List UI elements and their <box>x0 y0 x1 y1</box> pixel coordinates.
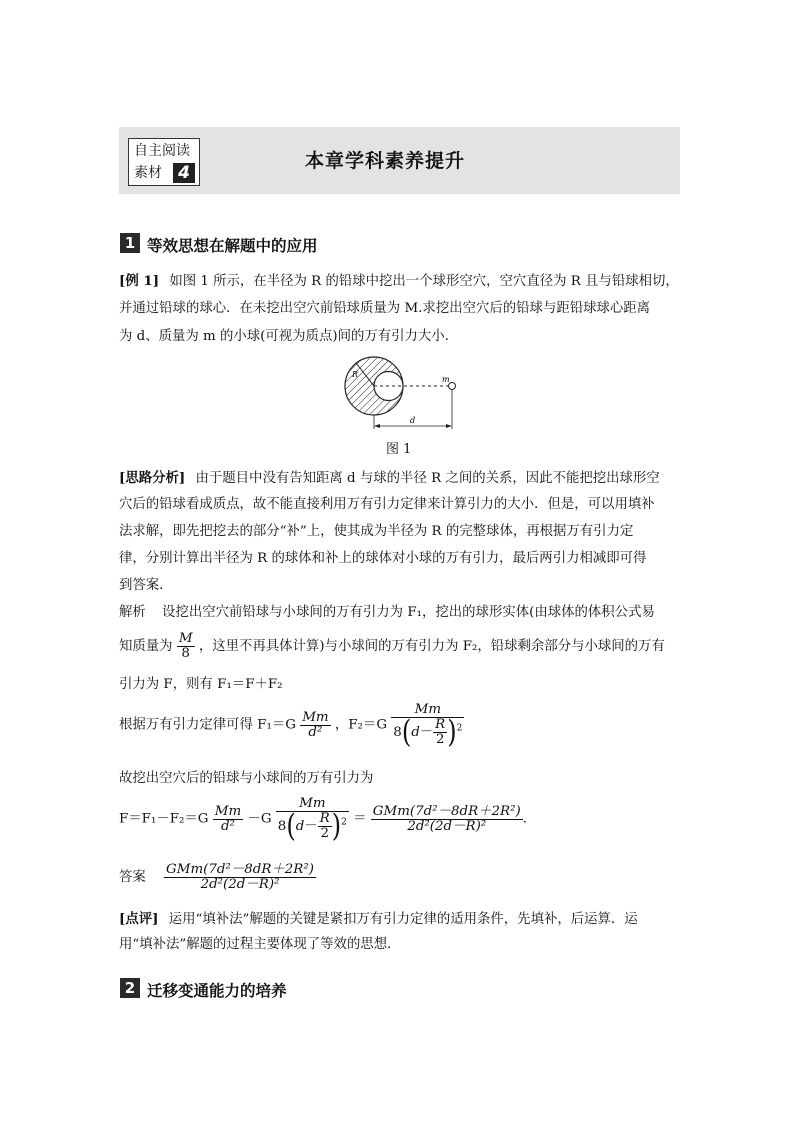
section2-title: 迁移变通能力的培养 <box>147 982 287 1000</box>
comment-tag: [点评] <box>119 911 159 927</box>
analysis-line3: 法求解，即先把挖去的部分“补”上，使其成为半径为 R 的完整球体，再根据万有引力定 <box>119 524 634 539</box>
formula-f1-f2 <box>119 702 464 751</box>
example-tag: [例 1] <box>119 273 160 289</box>
comment-line2: 用“填补法”解题的过程主要体现了等效的思想． <box>119 937 401 952</box>
example-line3: 为 d、质量为 m 的小球(可视为质点)间的万有引力大小． <box>119 329 459 344</box>
F-frac2: Mm 8(d－ $\frac{R}{2}$ )$^2$ <box>277 796 347 845</box>
section1-title: 等效思想在解题中的应用 <box>147 237 318 255</box>
figure-1-diagram <box>330 355 470 435</box>
formula-F: F＝F₁－F₂＝G $\frac{Mm}{\text{d²}}$ －G Mm 8(d－ $\frac{R}{2}$ )$^2$ ＝ $\frac{\text{GMm(7d²－8dR＋2R²)}}{\text{2d²(2d－R)²}}$ . <box>119 796 528 845</box>
solution-line2 <box>119 632 665 661</box>
formula-equals: ＝ <box>353 811 367 827</box>
example-line2: 并通过铅球的球心．在未挖出空穴前铅球质量为 M.求挖出空穴后的铅球与距铅球球心距离 <box>119 301 651 316</box>
analysis-line5: 到答案． <box>119 578 173 593</box>
F-frac1: $\frac{Mm}{\text{d²}}$ <box>214 803 242 834</box>
example-line1 <box>119 271 679 292</box>
analysis-line4: 律，分别计算出半径为 R 的球体和补上的球体对小球的万有引力，最后两引力相减即可得 <box>119 551 647 566</box>
analysis-line2: 穴后的铅球看成质点，故不能直接利用万有引力定律来计算引力的大小．但是，可以用填补 <box>119 497 655 512</box>
comment-text1: 运用“填补法”解题的关键是紧扣万有引力定律的适用条件，先填补，后运算．运 <box>168 912 638 927</box>
mass-fraction: $\frac{M}{8}$ <box>178 631 193 662</box>
analysis-line1 <box>119 468 660 489</box>
solution-text1: 设挖出空穴前铅球与小球间的万有引力为 F₁，挖出的球形实体(由球体的体积公式易 <box>162 605 655 620</box>
solution-line5: 故挖出空穴后的铅球与小球间的万有引力为 <box>119 771 374 786</box>
badge-number: 4 <box>173 163 195 183</box>
answer-fraction: $\frac{\text{GMm(7d²－8dR＋2R²)}}{\text{2d²(2d－R)²}}$ <box>166 862 314 893</box>
solution-line1 <box>119 603 655 623</box>
f2-lead: ，F₂＝G <box>334 717 388 733</box>
formula-minus-G: －G <box>247 811 272 827</box>
formula-lead: 根据万有引力定律可得 F₁＝G <box>119 717 296 733</box>
solution-line3: 引力为 F，则有 F₁＝F＋F₂ <box>119 677 283 692</box>
badge-line1: 自主阅读 <box>134 143 190 159</box>
solution-text2a: 知质量为 <box>119 639 173 655</box>
comment-line1 <box>119 909 638 930</box>
formula-F-lead: F＝F₁－F₂＝G <box>119 811 209 827</box>
F-result-fraction: $\frac{\text{GMm(7d²－8dR＋2R²)}}{\text{2d²(2d－R)²}}$ <box>372 803 521 834</box>
analysis-tag: [思路分析] <box>119 470 186 486</box>
f1-fraction: $\frac{Mm}{\text{d²}}$ <box>302 709 329 740</box>
reading-badge <box>128 138 200 186</box>
section1-number: 1 <box>120 233 140 253</box>
answer-line <box>119 863 316 892</box>
solution-text2b: ，这里不再具体计算)与小球间的万有引力为 F₂，铅球剩余部分与小球间的万有 <box>198 639 665 655</box>
analysis-text1: 由于题目中没有告知距离 d 与球的半径 R 之间的关系，因此不能把挖出球形空 <box>195 471 660 486</box>
figure-caption: 图 1 <box>386 442 412 457</box>
badge-line2: 素材 <box>134 165 162 181</box>
example-text1: 如图 1 所示，在半径为 R 的铅球中挖出一个球形空穴，空穴直径为 R 且与铅球相切， <box>169 274 679 289</box>
label-R: R <box>352 370 359 379</box>
chapter-title: 本章学科素养提升 <box>305 150 466 172</box>
solution-tag: 解析 <box>119 605 146 620</box>
f2-fraction: Mm 8(d－ $\frac{R}{2}$ )$^2$ <box>393 702 463 751</box>
label-m: m <box>442 375 450 384</box>
label-d: d <box>410 416 416 425</box>
section2-number: 2 <box>120 978 140 998</box>
answer-tag: 答案 <box>119 870 146 886</box>
